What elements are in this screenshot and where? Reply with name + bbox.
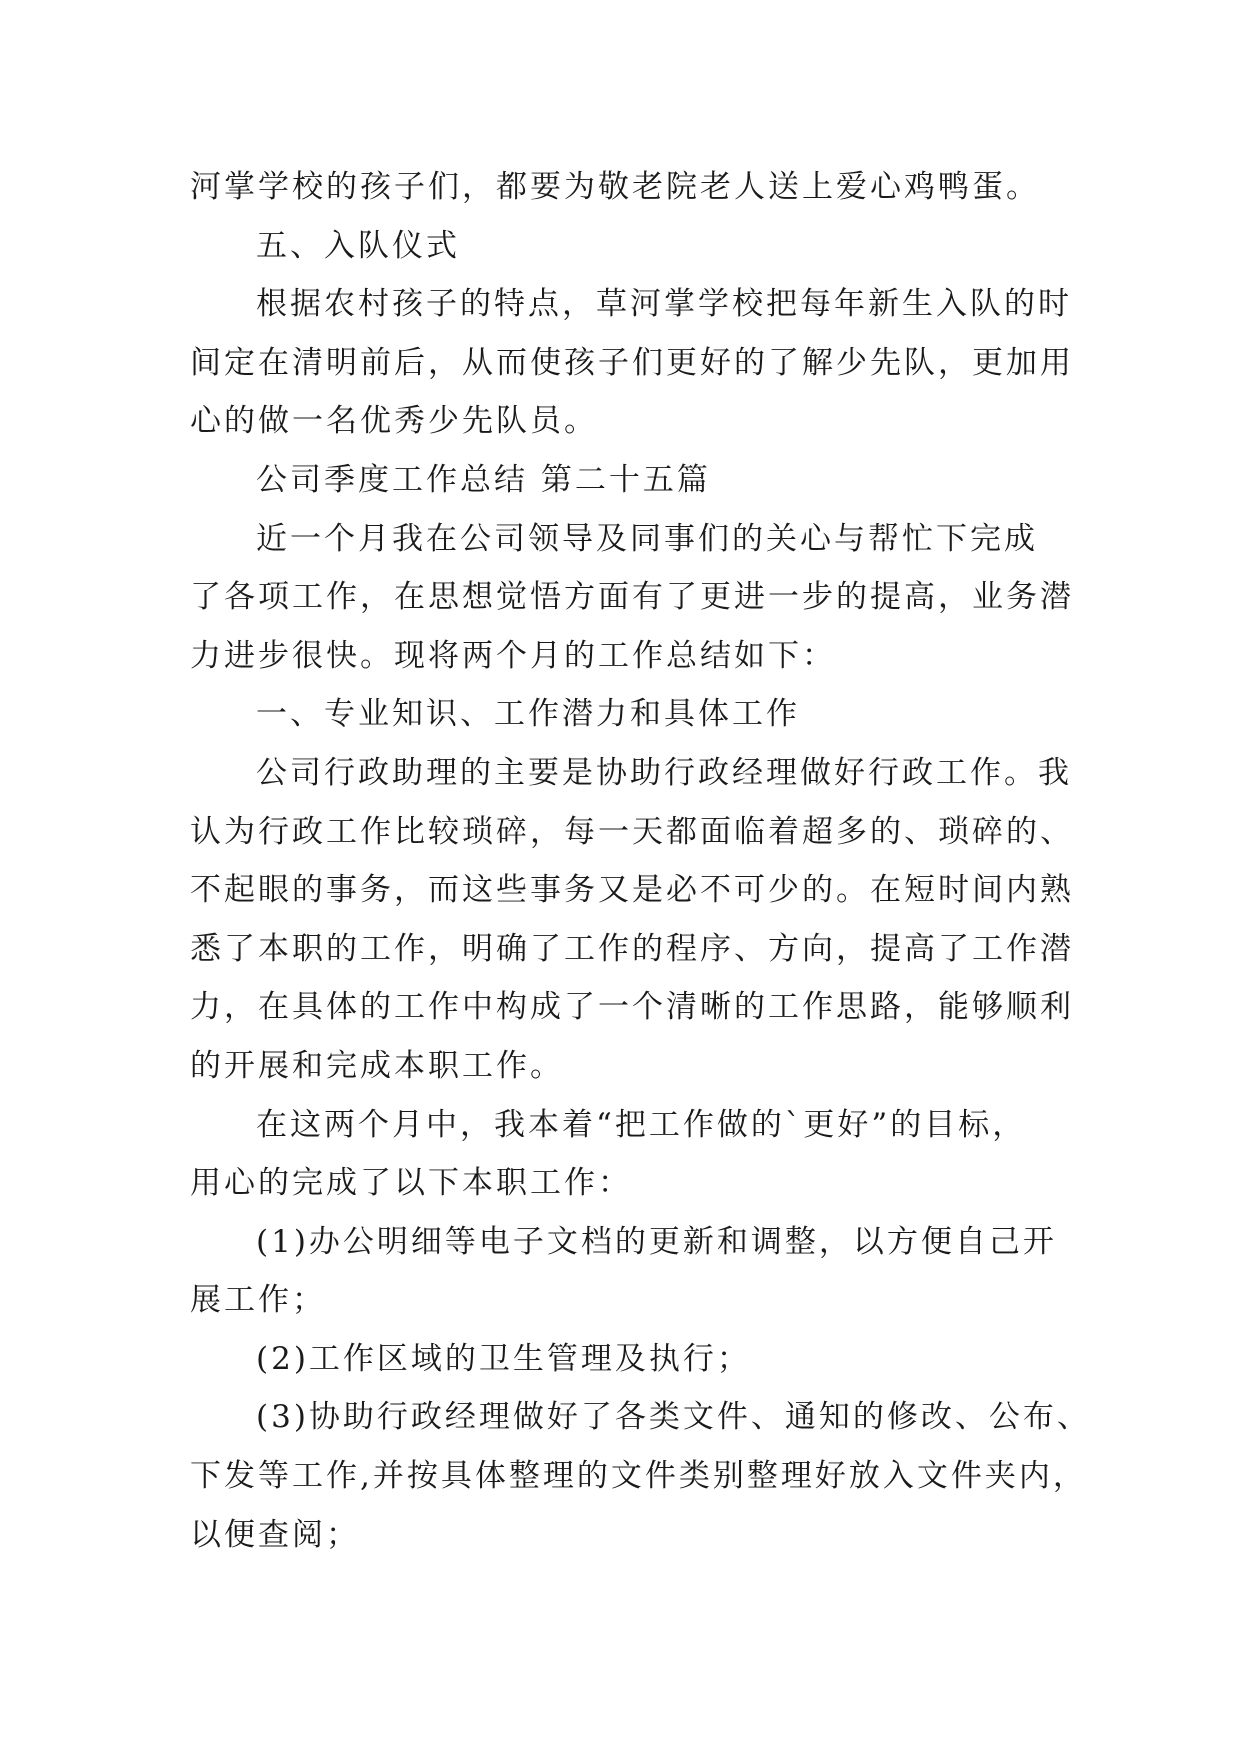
- text-line: (1)办公明细等电子文档的更新和调整，以方便自己开: [256, 1223, 1057, 1260]
- text-line: 近一个月我在公司领导及同事们的关心与帮忙下完成: [256, 520, 1038, 557]
- text-line: 以便查阅；: [190, 1516, 360, 1553]
- text-line: 下发等工作,并按具体整理的文件类别整理好放入文件夹内，: [190, 1458, 1087, 1495]
- text-line: 在这两个月中，我本着“把工作做的`更好”的目标，: [256, 1106, 1027, 1143]
- text-line: 力，在具体的工作中构成了一个清晰的工作思路，能够顺利: [190, 989, 1074, 1026]
- text-line: 不起眼的事务，而这些事务又是必不可少的。在短时间内熟: [190, 872, 1074, 909]
- text-line: 公司行政助理的主要是协助行政经理做好行政工作。我: [256, 754, 1072, 791]
- text-line: 认为行政工作比较琐碎，每一天都面临着超多的、琐碎的、: [190, 813, 1074, 850]
- text-line: (3)协助行政经理做好了各类文件、通知的修改、公布、: [256, 1399, 1091, 1436]
- text-line: 五、入队仪式: [256, 227, 460, 264]
- text-line: 展工作；: [190, 1282, 326, 1319]
- text-line: (2)工作区域的卫生管理及执行；: [256, 1340, 751, 1377]
- text-line: 心的做一名优秀少先队员。: [190, 403, 598, 440]
- text-line: 公司季度工作总结 第二十五篇: [256, 461, 711, 498]
- text-line: 悉了本职的工作，明确了工作的程序、方向，提高了工作潜: [190, 930, 1074, 967]
- text-line: 用心的完成了以下本职工作：: [190, 1165, 632, 1202]
- document-body: [190, 158, 1091, 1564]
- text-line: 河掌学校的孩子们，都要为敬老院老人送上爱心鸡鸭蛋。: [190, 169, 1040, 205]
- text-line: 了各项工作，在思想觉悟方面有了更进一步的提高，业务潜: [190, 579, 1074, 616]
- text-line: 根据农村孩子的特点，草河掌学校把每年新生入队的时: [256, 286, 1072, 323]
- text-line: 的开展和完成本职工作。: [190, 1047, 564, 1084]
- text-line: 力进步很快。现将两个月的工作总结如下：: [190, 637, 836, 674]
- text-line: 间定在清明前后，从而使孩子们更好的了解少先队，更加用: [190, 344, 1074, 381]
- text-line: 一、专业知识、工作潜力和具体工作: [256, 696, 800, 733]
